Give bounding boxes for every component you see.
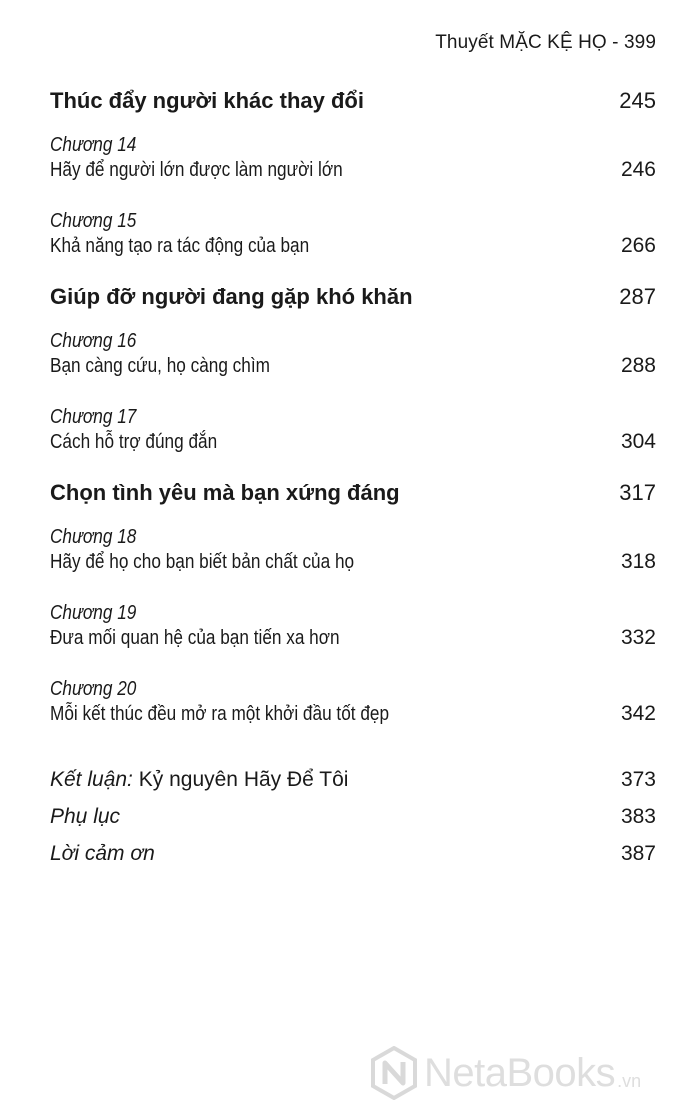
conclusion-title: Kỷ nguyên Hãy Để Tôi: [138, 768, 349, 791]
chapter-title: Mỗi kết thúc đều mở ra một khởi đầu tốt đẹp: [50, 703, 390, 725]
page-number: 287: [619, 284, 656, 309]
chapter-label: Chương 19: [50, 602, 137, 624]
watermark-brand: NetaBooks: [424, 1050, 616, 1095]
page-number: 342: [620, 702, 656, 725]
toc-chapter-14: [50, 158, 656, 188]
page-number: 245: [619, 88, 656, 113]
chapter-title: Bạn càng cứu, họ càng chìm: [50, 355, 270, 377]
toc-conclusion: [50, 768, 656, 805]
toc-chapter-20: [50, 702, 656, 732]
page-number: 288: [620, 354, 656, 377]
toc-part-1: [50, 88, 656, 118]
toc-chapter-16: [50, 354, 656, 384]
table-of-contents: [50, 88, 656, 879]
page-number: 318: [620, 550, 656, 573]
chapter-label: Chương 17: [50, 406, 137, 428]
page-number: 304: [620, 430, 656, 453]
page-number: 383: [620, 805, 656, 828]
page-number: 332: [620, 626, 656, 649]
chapter-title: Đưa mối quan hệ của bạn tiến xa hơn: [50, 627, 340, 649]
watermark-suffix: .vn: [617, 1071, 642, 1091]
chapter-label: Chương 16: [50, 330, 137, 352]
toc-chapter-19: [50, 626, 656, 656]
toc-chapter-17: [50, 430, 656, 460]
appendix-label: Phụ lục: [50, 805, 121, 828]
toc-chapter-18: [50, 550, 656, 580]
part-title: Giúp đỡ người đang gặp khó khăn: [50, 284, 413, 309]
part-title: Chọn tình yêu mà bạn xứng đáng: [50, 480, 400, 505]
page-number: 317: [619, 480, 656, 505]
chapter-label: Chương 20: [50, 678, 137, 700]
toc-part-3: [50, 480, 656, 510]
chapter-title: Cách hỗ trợ đúng đắn: [50, 431, 218, 453]
page-number: 373: [620, 768, 656, 791]
conclusion-label: Kết luận:: [50, 768, 133, 791]
page-number: 387: [620, 842, 656, 865]
chapter-label: Chương 15: [50, 210, 137, 232]
netabooks-logo-icon: [370, 1046, 418, 1100]
acknowledgements-label: Lời cảm ơn: [50, 842, 155, 865]
watermark: [370, 1046, 641, 1100]
chapter-title: Khả năng tạo ra tác động của bạn: [50, 235, 310, 257]
chapter-title: Hãy để người lớn được làm người lớn: [50, 159, 343, 181]
toc-appendix: [50, 805, 656, 842]
page-number: 266: [620, 234, 656, 257]
chapter-title: Hãy để họ cho bạn biết bản chất của họ: [50, 551, 355, 573]
chapter-label: Chương 18: [50, 526, 137, 548]
conclusion-entry: [50, 768, 348, 792]
running-header: Thuyết MẶC KỆ HỌ - 399: [435, 32, 656, 53]
part-title: Thúc đẩy người khác thay đổi: [50, 88, 364, 113]
toc-acknowledgements: [50, 842, 656, 879]
toc-chapter-15: [50, 234, 656, 264]
toc-part-2: [50, 284, 656, 314]
chapter-label: Chương 14: [50, 134, 137, 156]
page-number: 246: [620, 158, 656, 181]
